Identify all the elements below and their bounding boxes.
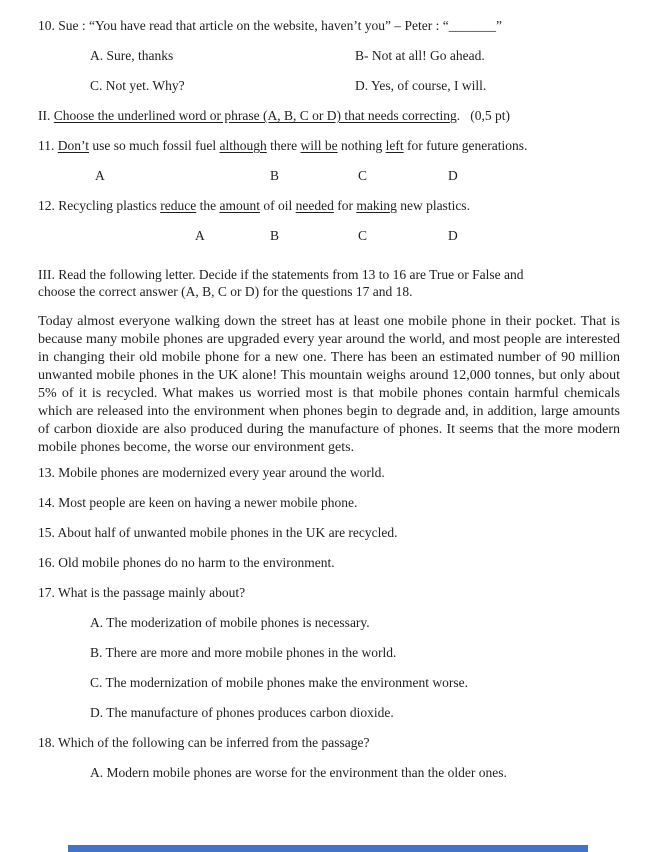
letter-d: D [448, 168, 458, 183]
section-3-heading-line-2: choose the correct answer (A, B, C or D) for the questions 17 and 18. [38, 283, 413, 299]
statement-16: 16. Old mobile phones do no harm to the environment. [38, 555, 335, 570]
question-10-stem: 10. Sue : “You have read that article on the website, haven’t you” – Peter : “_______” [38, 18, 503, 33]
bottom-blue-strip [68, 845, 588, 852]
letter-a: A [95, 168, 105, 183]
letter-c: C [358, 228, 368, 243]
section-3-heading [38, 267, 620, 300]
question-12-stem: 12. Recycling plastics reduce the amount of oil needed for making new plastics. [38, 198, 470, 213]
statement-14: 14. Most people are keen on having a newer mobile phone. [38, 495, 358, 510]
option-10-a: A. Sure, thanks [90, 48, 174, 63]
letter-c: C [358, 168, 368, 183]
reading-passage: Today almost everyone walking down the street has at least one mobile phone in their pocket. That is because many mobile phones are upgraded every year around the world, and most people are interested in changing their old mobile phone for a new one. There has been an estimated number of 90 million unwanted mobile phones in the UK alone! This mountain weighs around 12,000 tonnes, but only about 5% of it is recycled. What makes us worried most is that mobile phones contain harmful chemicals which are released into the environment when phones begin to degrade and, in addition, large amounts of carbon dioxide are also produced during the manufacture of phones. It seems that the more modern mobile phones become, the worse our environment gets. [38, 314, 620, 455]
option-10-b: B- Not at all! Go ahead. [355, 48, 485, 63]
statement-15: 15. About half of unwanted mobile phones in the UK are recycled. [38, 525, 398, 540]
question-11-stem: 11. Don’t use so much fossil fuel although there will be nothing left for future generations. [38, 138, 528, 153]
question-10-options-row-2 [38, 78, 620, 94]
question-12-answer-letters [38, 228, 620, 244]
section-2-heading: II. Choose the underlined word or phrase (A, B, C or D) that needs correcting. (0,5 pt) [38, 108, 511, 123]
option-17-d: D. The manufacture of phones produces carbon dioxide. [90, 705, 394, 720]
option-10-c: C. Not yet. Why? [90, 78, 185, 93]
statement-13: 13. Mobile phones are modernized every year around the world. [38, 465, 385, 480]
option-17-b: B. There are more and more mobile phones in the world. [90, 645, 397, 660]
question-11-answer-letters [38, 168, 620, 184]
option-10-d: D. Yes, of course, I will. [355, 78, 487, 93]
option-17-c: C. The modernization of mobile phones make the environment worse. [90, 675, 469, 690]
question-18-stem: 18. Which of the following can be inferred from the passage? [38, 735, 370, 750]
letter-b: B [270, 228, 280, 243]
letter-d: D [448, 228, 458, 243]
question-10-options-row-1 [38, 48, 620, 64]
letter-b: B [270, 168, 280, 183]
letter-a: A [195, 228, 205, 243]
option-17-a: A. The moderization of mobile phones is necessary. [90, 615, 370, 630]
section-3-heading-line-1: III. Read the following letter. Decide if the statements from 13 to 16 are True or False and [38, 267, 524, 282]
question-17-stem: 17. What is the passage mainly about? [38, 585, 246, 600]
option-18-a: A. Modern mobile phones are worse for the environment than the older ones. [90, 765, 507, 780]
